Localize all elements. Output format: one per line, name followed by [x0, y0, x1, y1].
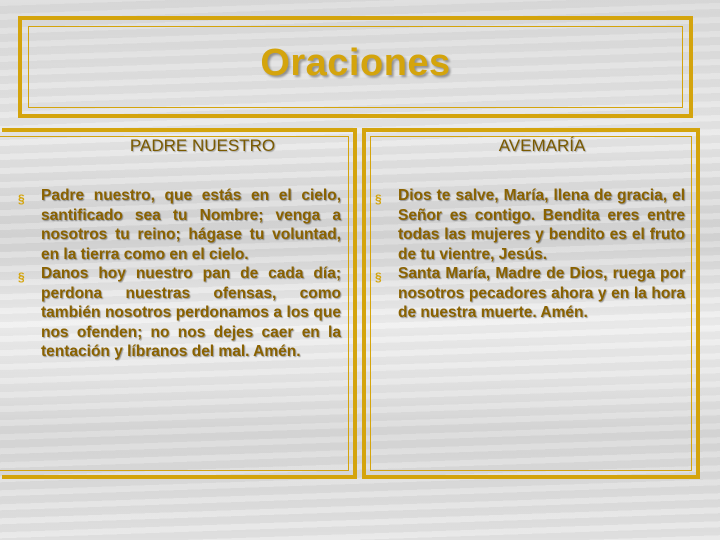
list-item	[18, 264, 341, 362]
list-item-text: Padre nuestro, que estás en el cielo, santificado sea tu Nombre; venga a nosotros tu reino; hágase tu voluntad, en la tierra como en el cielo.	[41, 187, 341, 263]
list-item-text: Danos hoy nuestro pan de cada día; perdona nuestras ofensas, como también nosotros perdonamos a los que nos ofenden; no nos dejes caer en la tentación y líbranos del mal. Amén.	[41, 265, 341, 360]
bullet-icon: §	[375, 192, 382, 206]
page-title: Oraciones	[260, 41, 451, 84]
list-item	[375, 186, 685, 264]
list-item-text: Dios te salve, María, llena de gracia, el Señor es contigo. Bendita eres entre todas las mujeres y bendito es el fruto de tu vientre, Jesús.	[398, 187, 685, 263]
avemaria-heading: AVEMARÍA	[498, 136, 586, 155]
list-item	[18, 186, 341, 264]
bullet-icon: §	[375, 270, 382, 284]
bullet-icon: §	[18, 192, 25, 206]
title-frame	[18, 16, 693, 118]
padre-nuestro-list	[18, 186, 341, 362]
avemaria-list	[375, 186, 685, 323]
bullet-icon: §	[18, 270, 25, 284]
list-item	[375, 264, 685, 323]
list-item-text: Santa María, Madre de Dios, ruega por nosotros pecadores ahora y en la hora de nuestra muerte. Amén.	[398, 265, 685, 321]
padre-nuestro-heading: PADRE NUESTRO	[129, 136, 276, 155]
